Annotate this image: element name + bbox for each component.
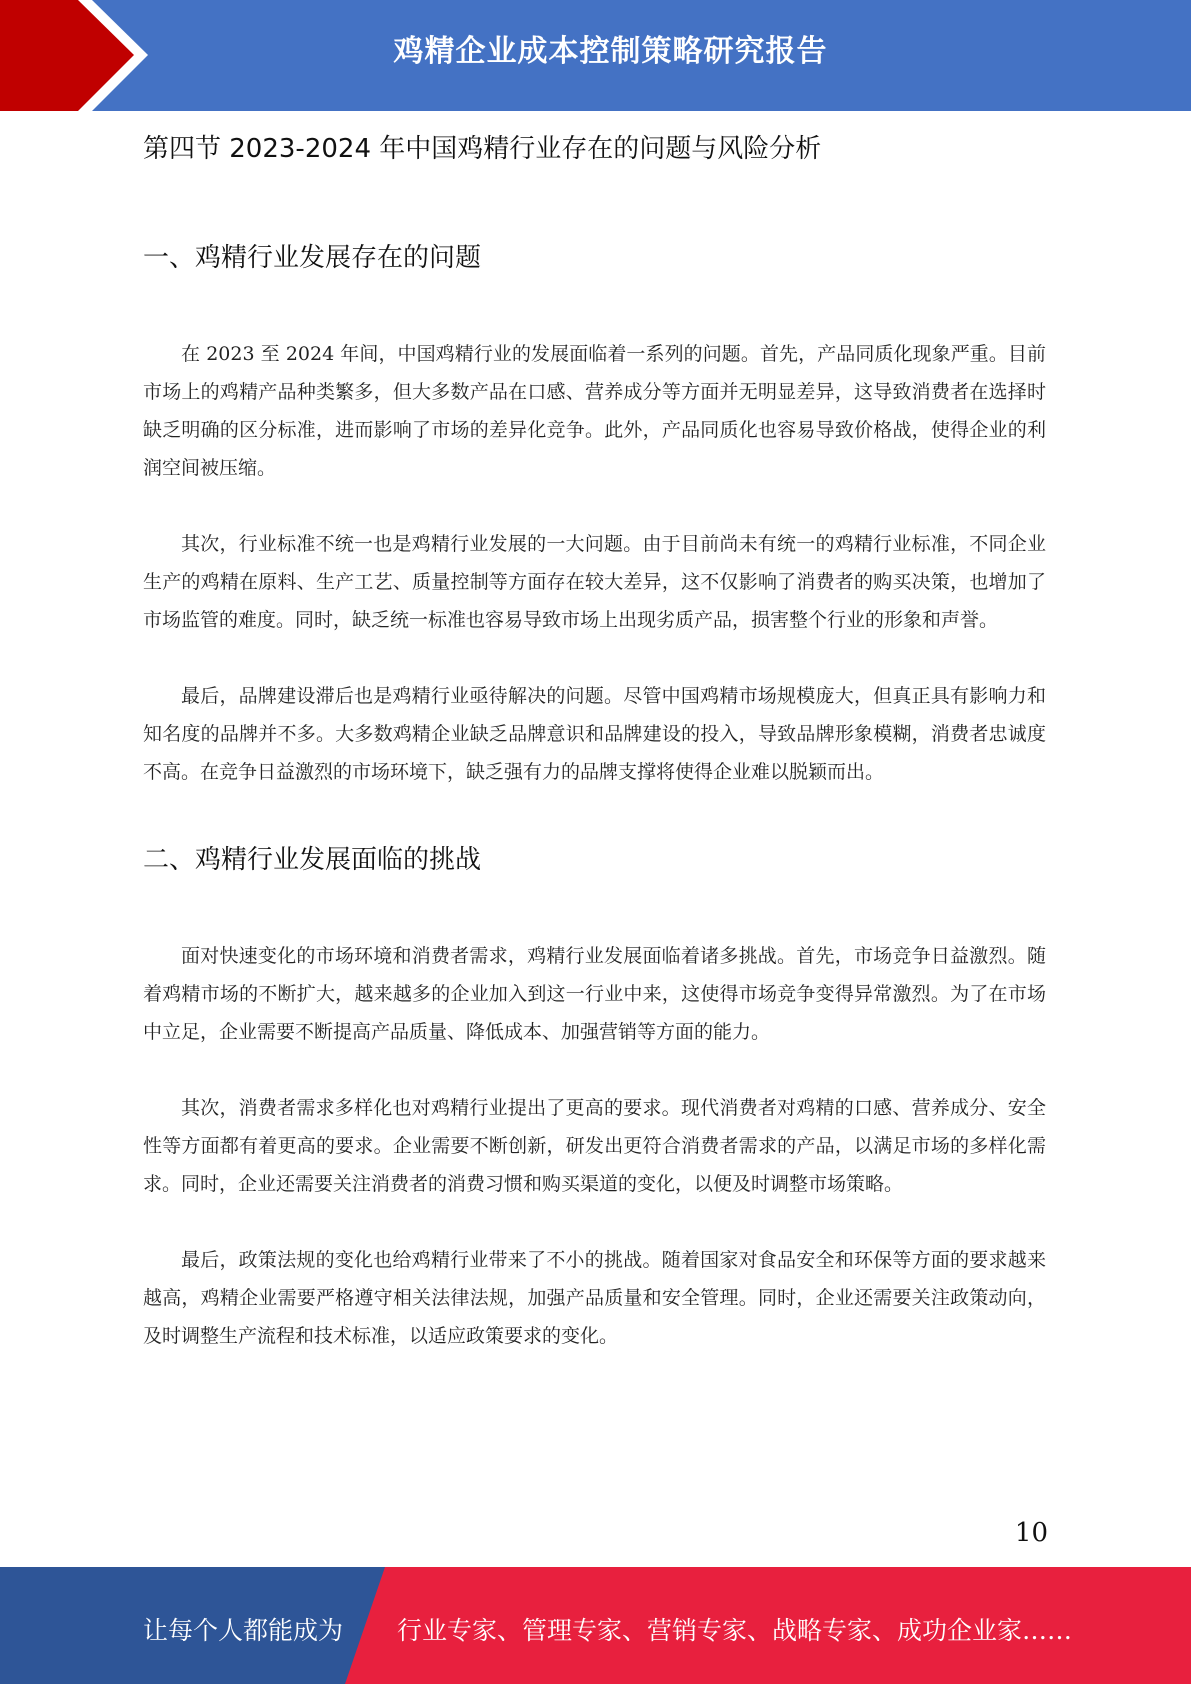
footer-slogan-left: 让每个人都能成为 — [143, 1616, 344, 1645]
section-title: 第四节 2023-2024 年中国鸡精行业存在的问题与风险分析 — [143, 134, 822, 164]
paragraph: 其次，消费者需求多样化也对鸡精行业提出了更高的要求。现代消费者对鸡精的口感、营养成分、安全性等方面都有着更高的要求。企业需要不断创新，研发出更符合消费者需求的产品，以满足市场的多样化需求。同时，企业还需要关注消费者的消费习惯和购买渠道的变化，以便及时调整市场策略。 — [143, 1097, 1046, 1195]
paragraph: 在 2023 至 2024 年间，中国鸡精行业的发展面临着一系列的问题。首先，产品同质化现象严重。目前市场上的鸡精产品种类繁多，但大多数产品在口感、营养成分等方面并无明显差异，这导致消费者在选择时缺乏明确的区分标准，进而影响了市场的差异化竞争。此外，产品同质化也容易导致价格战，使得企业的利润空间被压缩。 — [143, 343, 1046, 479]
paragraph: 最后，品牌建设滞后也是鸡精行业亟待解决的问题。尽管中国鸡精市场规模庞大，但真正具有影响力和知名度的品牌并不多。大多数鸡精企业缺乏品牌意识和品牌建设的投入，导致品牌形象模糊，消费者忠诚度不高。在竞争日益激烈的市场环境下，缺乏强有力的品牌支撑将使得企业难以脱颖而出。 — [143, 685, 1046, 783]
subsection-1-title: 一、鸡精行业发展存在的问题 — [143, 243, 482, 273]
page-header — [0, 0, 1191, 111]
page-content — [143, 128, 1046, 1355]
paragraph: 最后，政策法规的变化也给鸡精行业带来了不小的挑战。随着国家对食品安全和环保等方面的要求越来越高，鸡精企业需要严格遵守相关法律法规，加强产品质量和安全管理。同时，企业还需要关注政策动向，及时调整生产流程和技术标准，以适应政策要求的变化。 — [143, 1249, 1046, 1347]
footer-slogan-right: 行业专家、管理专家、营销专家、战略专家、成功企业家…… — [397, 1616, 1073, 1645]
page-footer — [0, 1567, 1191, 1684]
header-chevron-decoration — [0, 0, 160, 111]
paragraph: 面对快速变化的市场环境和消费者需求，鸡精行业发展面临着诸多挑战。首先，市场竞争日益激烈。随着鸡精市场的不断扩大，越来越多的企业加入到这一行业中来，这使得市场竞争变得异常激烈。为了在市场中立足，企业需要不断提高产品质量、降低成本、加强营销等方面的能力。 — [143, 945, 1046, 1043]
report-title: 鸡精企业成本控制策略研究报告 — [393, 34, 828, 69]
page-number: 10 — [1014, 1518, 1048, 1548]
subsection-2-title: 二、鸡精行业发展面临的挑战 — [143, 845, 482, 875]
paragraph: 其次，行业标准不统一也是鸡精行业发展的一大问题。由于目前尚未有统一的鸡精行业标准，不同企业生产的鸡精在原料、生产工艺、质量控制等方面存在较大差异，这不仅影响了消费者的购买决策，也增加了市场监管的难度。同时，缺乏统一标准也容易导致市场上出现劣质产品，损害整个行业的形象和声誉。 — [143, 533, 1046, 631]
